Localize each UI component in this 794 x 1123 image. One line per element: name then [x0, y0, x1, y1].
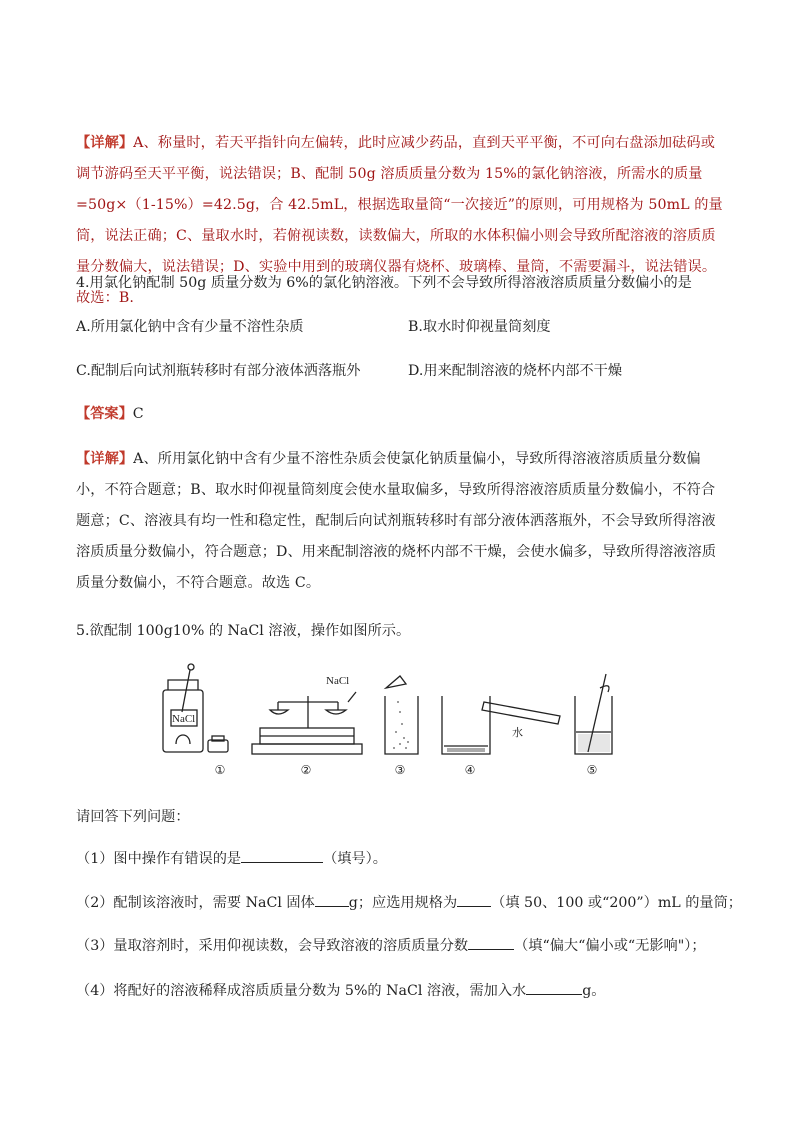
- answer-blank[interactable]: [241, 848, 323, 863]
- reagent-bottle-illustration: [163, 664, 228, 752]
- q4-answer: [76, 403, 144, 423]
- q5-stem: 5.欲配制 100g10% 的 NaCl 溶液，操作如图所示。: [76, 623, 411, 639]
- water-label: 水: [512, 727, 523, 739]
- step-label-3: ③: [394, 763, 406, 777]
- q3-detail-text: A、称量时，若天平指针向左偏转，此时应减少药品，直到天平平衡，不可向右盘添加砝码或调节游码至天平平衡，说法错误；B、配制 50g 溶质质量分数为 15%的氯化钠溶液，所需水的质量=50g×（1-15%）=42.5g，合 42.5mL，根据选取量筒“一次接近”的原则，可用规格为 50mL 的量筒，说法正确；C、量取水时，若俯视读数，读数偏大，所取的水体积偏小则会导致所配溶液的溶质质量分数偏大，说法错误；D、实验中用到的玻璃仪器有烧杯、玻璃棒、量筒，不需要漏斗，说法错误。故选：B.: [76, 135, 723, 306]
- step-label-1: ①: [214, 763, 226, 777]
- sub2-text-pre: （2）配制该溶液时，需要 NaCl 固体: [76, 895, 315, 911]
- bottle-label: NaCl: [172, 713, 196, 725]
- sub1-text-pre: （1）图中操作有错误的是: [76, 851, 242, 867]
- q4-detail: [76, 444, 726, 599]
- q4-option-b: B.取水时仰视量筒刻度: [408, 319, 551, 335]
- q4-detail-text: A、所用氯化钠中含有少量不溶性杂质会使氯化钠质量偏小，导致所得溶液溶质质量分数偏小，不符合题意；B、取水时仰视量筒刻度会使水量取偏多，导致所得溶液溶质质量分数偏小，不符合题意；C、溶液具有均一性和稳定性，配制后向试剂瓶转移时有部分液体洒落瓶外，不会导致所得溶液溶质质量分数偏小，符合题意；D、用来配制溶液的烧杯内部不干燥，会使水偏多，导致所得溶液溶质质量分数偏小，不符合题意。故选 C。: [76, 451, 717, 591]
- beaker-cylinder-illustration: [442, 696, 560, 754]
- step-label-2: ②: [300, 763, 312, 777]
- q4-option-a: A.所用氯化钠中含有少量不溶性杂质: [76, 319, 304, 335]
- q4-stem: 4.用氯化钠配制 50g 质量分数为 6%的氯化钠溶液。下列不会导致所得溶液溶质质量分数偏小的是: [76, 275, 692, 291]
- q4-option-d: D.用来配制溶液的烧杯内部不干燥: [408, 363, 623, 379]
- beaker-dissolve-illustration: [385, 676, 418, 754]
- answer-tag: 【答案】: [76, 406, 133, 422]
- answer-blank[interactable]: [468, 935, 514, 950]
- q5-sub3: [76, 935, 706, 955]
- step-label-4: ④: [464, 763, 476, 777]
- sub4-text-pre: （4）将配好的溶液稀释成溶质质量分数为 5%的 NaCl 溶液，需加入水: [76, 983, 527, 999]
- q5-sub4: [76, 980, 606, 1000]
- answer-value: C: [132, 406, 144, 422]
- q4-option-c: C.配制后向试剂瓶转移时有部分液体洒落瓶外: [76, 363, 361, 379]
- sub3-text-post: （填“偏大“偏小或“无影响"）；: [514, 938, 706, 954]
- sub1-text-post: （填号）。: [323, 851, 387, 867]
- sub2-text-post: （填 50、100 或“200”）mL 的量筒；: [491, 895, 742, 911]
- q5-sub2: [76, 892, 742, 912]
- balance-illustration: [252, 692, 362, 754]
- sub2-text-mid: g；应选用规格为: [348, 895, 458, 911]
- answer-blank[interactable]: [457, 892, 491, 907]
- answer-blank[interactable]: [526, 980, 582, 995]
- sub3-text-pre: （3）量取溶剂时，采用仰视读数，会导致溶液的溶质质量分数: [76, 938, 469, 954]
- detail-tag: 【详解】: [76, 135, 134, 151]
- q5-prompt: 请回答下列问题：: [76, 809, 190, 825]
- answer-blank[interactable]: [315, 892, 349, 907]
- balance-label: NaCl: [326, 675, 350, 687]
- q5-sub1: [76, 848, 387, 868]
- procedure-figure: [160, 662, 640, 780]
- step-label-5: ⑤: [586, 763, 598, 777]
- detail-tag: 【详解】: [76, 451, 134, 467]
- sub4-text-post: g。: [582, 983, 606, 999]
